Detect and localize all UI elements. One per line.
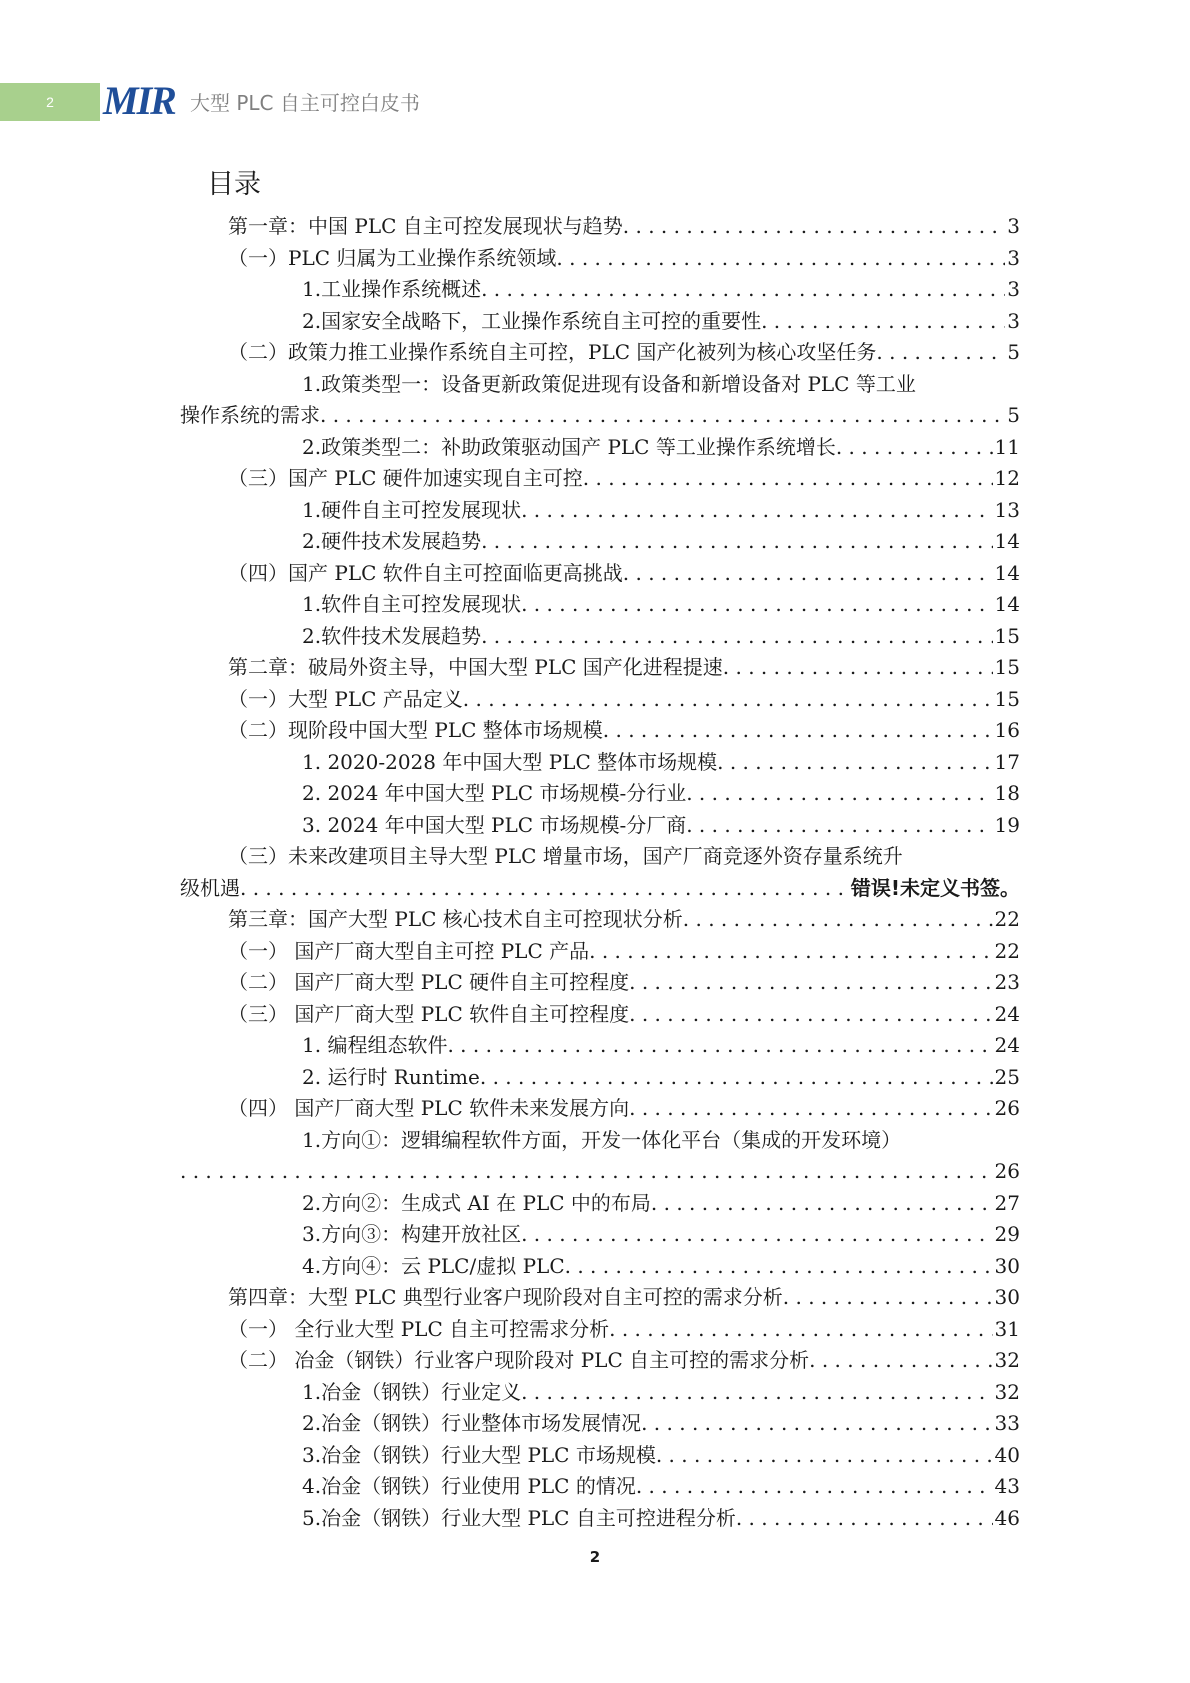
footer-page-number: 2 <box>589 1548 601 1566</box>
toc-entry[interactable] <box>180 1062 1020 1094</box>
toc-leader-dots <box>320 400 1005 432</box>
toc-leader-dots <box>629 999 992 1031</box>
toc-entry-page: 13 <box>994 497 1020 522</box>
toc-leader-dots <box>717 747 992 779</box>
toc-entry[interactable] <box>180 715 1020 747</box>
toc-entry-title: 2. 运行时 Runtime <box>302 1064 480 1089</box>
toc-entry-title: 第二章：破局外资主导，中国大型 PLC 国产化进程提速 <box>228 655 723 679</box>
toc-entry[interactable] <box>180 1440 1020 1472</box>
toc-entry-title: 4.冶金（钢铁）行业使用 PLC 的情况 <box>302 1474 636 1498</box>
toc-entry[interactable] <box>180 558 1020 590</box>
header-page-number: 2 <box>46 94 54 110</box>
toc-leader-dots <box>876 337 1005 369</box>
toc-entry[interactable] <box>180 810 1020 842</box>
toc-entry[interactable] <box>180 999 1020 1031</box>
toc-leader-dots <box>656 1440 993 1472</box>
toc-entry-page: 错误!未定义书签。 <box>850 875 1020 900</box>
toc-entry[interactable] <box>180 747 1020 779</box>
toc-entry-title: （二） 国产厂商大型 PLC 硬件自主可控程度 <box>228 970 630 994</box>
toc-leader-dots <box>809 1345 992 1377</box>
toc-entry-page: 14 <box>994 592 1020 616</box>
toc-entry[interactable] <box>180 904 1020 936</box>
toc-entry[interactable] <box>180 621 1020 653</box>
toc-entry[interactable] <box>180 432 1020 464</box>
toc-entry[interactable] <box>180 1503 1020 1535</box>
toc-leader-dots <box>481 274 1005 306</box>
toc-entry-page: 33 <box>994 1411 1020 1435</box>
toc-entry-page: 5 <box>1007 403 1020 427</box>
toc-entry-title: 1.工业操作系统概述 <box>302 277 482 301</box>
toc-entry-title: （一）大型 PLC 产品定义 <box>228 686 463 711</box>
toc-entry-title: （四） 国产厂商大型 PLC 软件未来发展方向 <box>228 1096 630 1120</box>
toc-entry[interactable] <box>180 1377 1020 1409</box>
toc-entry-page: 22 <box>994 938 1020 963</box>
toc-entry-page: 43 <box>994 1474 1020 1498</box>
toc-entry-title: 1.软件自主可控发展现状 <box>302 592 522 616</box>
toc-entry-page: 15 <box>994 623 1020 648</box>
toc-leader-dots <box>651 1188 993 1220</box>
toc-leader-dots <box>836 432 993 464</box>
toc-heading: 目录 <box>207 169 261 200</box>
toc-entry-page: 3 <box>1007 214 1020 238</box>
toc-entry-page: 30 <box>994 1285 1020 1309</box>
document-title: 大型 PLC 自主可控白皮书 <box>190 91 420 115</box>
toc-entry-page: 46 <box>994 1505 1020 1530</box>
toc-leader-dots <box>589 936 992 968</box>
toc-leader-dots <box>565 1251 993 1283</box>
toc-leader-dots <box>641 1408 992 1440</box>
toc-entry[interactable] <box>180 936 1020 968</box>
toc-entry[interactable] <box>180 967 1020 999</box>
toc-entry-title: 第四章：大型 PLC 典型行业客户现阶段对自主可控的需求分析 <box>228 1285 783 1309</box>
toc-leader-dots <box>480 1062 993 1094</box>
toc-entry[interactable] <box>180 778 1020 810</box>
mir-logo: MIR <box>103 78 175 123</box>
toc-entry-page: 3 <box>1007 277 1020 301</box>
toc-entry-title: 2.政策类型二：补助政策驱动国产 PLC 等工业操作系统增长 <box>302 434 836 459</box>
toc-entry-page: 17 <box>994 749 1020 774</box>
toc-leader-dots <box>783 1282 993 1314</box>
toc-entry-title: （二）政策力推工业操作系统自主可控，PLC 国产化被列为核心攻坚任务 <box>228 340 877 364</box>
toc-entry-title: 3.方向③：构建开放社区 <box>302 1222 522 1246</box>
toc-entry-title: 第三章：国产大型 PLC 核心技术自主可控现状分析 <box>228 907 683 931</box>
toc-leader-dots <box>686 778 992 810</box>
toc-entry[interactable] <box>180 1251 1020 1283</box>
toc-entry[interactable] <box>180 1282 1020 1314</box>
toc-entry-page: 5 <box>1007 340 1020 364</box>
toc-leader-dots <box>623 211 1006 243</box>
toc-entry-title: 4.方向④：云 PLC/虚拟 PLC <box>302 1253 565 1278</box>
toc-entry-page: 30 <box>994 1253 1020 1278</box>
toc-entry-page: 29 <box>994 1222 1020 1246</box>
toc-leader-dots <box>521 1377 992 1409</box>
toc-leader-dots <box>636 1471 993 1503</box>
toc-entry-page: 25 <box>994 1064 1020 1089</box>
toc-entry-title: 5.冶金（钢铁）行业大型 PLC 自主可控进程分析 <box>302 1505 736 1530</box>
toc-entry[interactable] <box>180 1345 1020 1377</box>
toc-leader-dots <box>583 463 993 495</box>
toc-entry-title: 2.硬件技术发展趋势 <box>302 529 482 553</box>
toc-entry[interactable] <box>180 1188 1020 1220</box>
toc-leader-dots <box>180 1156 993 1188</box>
toc-entry-page: 19 <box>994 812 1020 837</box>
toc-leader-dots <box>521 1219 992 1251</box>
toc-leader-dots <box>481 526 992 558</box>
toc-entry-title: （一） 全行业大型 PLC 自主可控需求分析 <box>228 1316 610 1341</box>
toc-entry[interactable] <box>180 1219 1020 1251</box>
toc-entry-page: 11 <box>994 434 1020 459</box>
toc-entry-page: 27 <box>994 1190 1020 1215</box>
toc-entry-title: 3.冶金（钢铁）行业大型 PLC 市场规模 <box>302 1442 656 1467</box>
toc-entry[interactable] <box>180 1471 1020 1503</box>
toc-entry-page: 24 <box>994 1001 1020 1026</box>
toc-entry-page: 14 <box>994 529 1020 553</box>
toc-entry-page: 22 <box>994 907 1020 931</box>
toc-entry[interactable] <box>180 684 1020 716</box>
toc-entry-page: 32 <box>994 1348 1020 1372</box>
toc-leader-dots <box>629 967 992 999</box>
toc-leader-dots <box>603 715 993 747</box>
toc-entry-page: 3 <box>1007 245 1020 270</box>
toc-entry-page: 14 <box>994 560 1020 585</box>
toc-entry[interactable] <box>180 1030 1020 1062</box>
toc-entry[interactable] <box>180 652 1020 684</box>
toc-entry-title: 1. 2020-2028 年中国大型 PLC 整体市场规模 <box>302 749 718 774</box>
toc-entry[interactable] <box>180 526 1020 558</box>
toc-entry-title-line1: （三）未来改建项目主导大型 PLC 增量市场，国产厂商竞逐外资存量系统升 <box>228 844 903 868</box>
toc-entry[interactable] <box>180 841 1020 904</box>
toc-entry-page: 26 <box>994 1159 1020 1183</box>
toc-entry-title: （二） 冶金（钢铁）行业客户现阶段对 PLC 自主可控的需求分析 <box>228 1348 810 1372</box>
toc-entry[interactable] <box>180 1408 1020 1440</box>
table-of-contents <box>180 211 1020 1534</box>
toc-entry-title: 级机遇 <box>180 875 240 900</box>
toc-entry-title: 第一章：中国 PLC 自主可控发展现状与趋势 <box>228 214 623 238</box>
toc-entry-page: 31 <box>994 1316 1020 1341</box>
toc-entry-title: （一） 国产厂商大型自主可控 PLC 产品 <box>228 938 590 963</box>
toc-entry-page: 16 <box>994 718 1020 742</box>
toc-entry[interactable] <box>180 495 1020 527</box>
toc-leader-dots <box>629 1093 992 1125</box>
toc-entry-title: 1. 编程组态软件 <box>302 1033 448 1057</box>
toc-leader-dots <box>609 1314 992 1346</box>
toc-leader-dots <box>686 810 992 842</box>
toc-entry[interactable] <box>180 463 1020 495</box>
toc-entry[interactable] <box>180 211 1020 243</box>
toc-entry-title-line1: 1.方向①：逻辑编程软件方面，开发一体化平台（集成的开发环境） <box>302 1127 902 1152</box>
toc-entry-page: 32 <box>994 1379 1020 1404</box>
toc-leader-dots <box>556 243 1005 275</box>
toc-leader-dots <box>761 306 1005 338</box>
toc-entry-title: 3. 2024 年中国大型 PLC 市场规模-分厂商 <box>302 812 687 837</box>
toc-entry-page: 23 <box>994 970 1020 994</box>
toc-entry-title: （四）国产 PLC 软件自主可控面临更高挑战 <box>228 560 623 585</box>
toc-entry-page: 18 <box>994 781 1020 805</box>
toc-entry[interactable] <box>180 1314 1020 1346</box>
toc-leader-dots <box>521 589 992 621</box>
toc-leader-dots <box>481 621 992 653</box>
toc-entry-title: （一）PLC 归属为工业操作系统领域 <box>228 245 557 270</box>
toc-entry[interactable] <box>180 369 1020 432</box>
toc-entry-title: （三） 国产厂商大型 PLC 软件自主可控程度 <box>228 1001 630 1026</box>
toc-leader-dots <box>623 558 993 590</box>
toc-entry-page: 40 <box>994 1442 1020 1467</box>
toc-entry[interactable] <box>180 306 1020 338</box>
toc-entry-title: 2.冶金（钢铁）行业整体市场发展情况 <box>302 1411 642 1435</box>
toc-entry-page: 24 <box>994 1033 1020 1057</box>
toc-leader-dots <box>723 652 993 684</box>
toc-entry[interactable] <box>180 589 1020 621</box>
toc-leader-dots <box>463 684 993 716</box>
toc-entry[interactable] <box>180 243 1020 275</box>
toc-entry[interactable] <box>180 1125 1020 1188</box>
toc-entry-page: 12 <box>994 466 1020 490</box>
toc-entry-title: （二）现阶段中国大型 PLC 整体市场规模 <box>228 718 603 742</box>
toc-entry[interactable] <box>180 1093 1020 1125</box>
toc-entry-title: （三）国产 PLC 硬件加速实现自主可控 <box>228 466 583 490</box>
toc-entry-title: 2.方向②：生成式 AI 在 PLC 中的布局 <box>302 1190 651 1215</box>
toc-entry[interactable] <box>180 337 1020 369</box>
toc-entry-title-line1: 1.政策类型一：设备更新政策促进现有设备和新增设备对 PLC 等工业 <box>302 371 916 396</box>
toc-entry-title: 操作系统的需求 <box>180 403 320 427</box>
toc-entry-title: 2. 2024 年中国大型 PLC 市场规模-分行业 <box>302 781 687 805</box>
toc-entry-title: 1.硬件自主可控发展现状 <box>302 497 522 522</box>
toc-leader-dots <box>240 873 849 905</box>
toc-entry-title: 2.国家安全战略下，工业操作系统自主可控的重要性 <box>302 308 762 333</box>
toc-leader-dots <box>736 1503 993 1535</box>
toc-leader-dots <box>447 1030 992 1062</box>
toc-entry-title: 1.冶金（钢铁）行业定义 <box>302 1379 522 1404</box>
toc-entry-page: 15 <box>994 655 1020 679</box>
toc-entry[interactable] <box>180 274 1020 306</box>
toc-entry-title: 2.软件技术发展趋势 <box>302 623 482 648</box>
toc-entry-page: 3 <box>1007 308 1020 333</box>
toc-leader-dots <box>683 904 993 936</box>
toc-entry-page: 26 <box>994 1096 1020 1120</box>
toc-leader-dots <box>521 495 992 527</box>
toc-entry-page: 15 <box>994 686 1020 711</box>
